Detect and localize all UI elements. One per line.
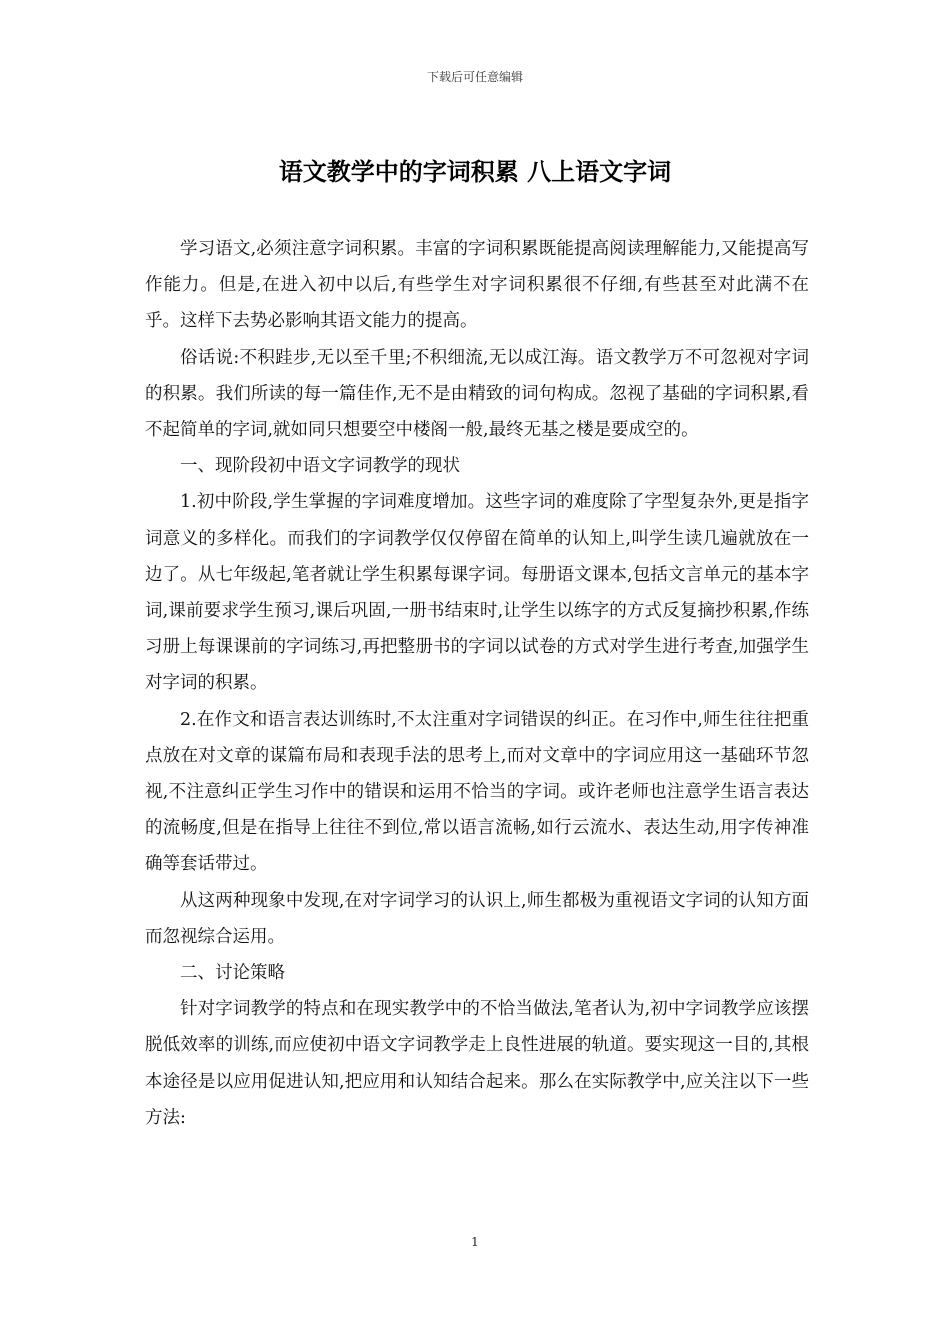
paragraph-point-1: 1.初中阶段,学生掌握的字词难度增加。这些字词的难度除了字型复杂外,更是指字词意义的多样化。而我们的字词教学仅仅停留在简单的认知上,叫学生读几遍就放在一边了。从七年级起,笔者就让学生积累每课字词。每册语文课本,包括文言单元的基本字词,课前要求学生预习,课后巩固,一册书结束时,让学生以练字的方式反复摘抄积累,作练习册上每课课前的字词练习,再把整册书的字词以试卷的方式对学生进行考查,加强学生对字词的积累。 [145, 492, 809, 694]
paragraph-summary: 从这两种现象中发现,在对字词学习的认识上,师生都极为重视语文字词的认知方面而忽视综合运用。 [145, 890, 809, 947]
header-note: 下载后可任意编辑 [426, 70, 523, 84]
paragraph-strategy: 针对字词教学的特点和在现实教学中的不恰当做法,笔者认为,初中字词教学应该摆脱低效率的训练,而应使初中语文字词教学走上良性进展的轨道。要实现这一目的,其根本途径是以应用促进认知,把应用和认知结合起来。那么在实际教学中,应关注以下一些方法: [145, 999, 809, 1128]
paragraph-intro: 学习语文,必须注意字词积累。丰富的字词积累既能提高阅读理解能力,又能提高写作能力。但是,在进入初中以后,有些学生对字词积累很不仔细,有些甚至对此满不在乎。这样下去势必影响其语文能力的提高。 [145, 239, 809, 332]
document-title: 语文教学中的字词积累 八上语文字词 [278, 158, 672, 186]
document-body [145, 231, 809, 1136]
section-heading-strategy: 二、讨论策略 [180, 963, 285, 984]
paragraph-proverb: 俗话说:不积跬步,无以至千里;不积细流,无以成江海。语文教学万不可忽视对字词的积累。我们所读的每一篇佳作,无不是由精致的词句构成。忽视了基础的字词积累,看不起简单的字词,就如同只想要空中楼阁一般,最终无基之楼是要成空的。 [145, 347, 809, 441]
paragraph-point-2: 2.在作文和语言表达训练时,不太注重对字词错误的纠正。在习作中,师生往往把重点放在对文章的谋篇布局和表现手法的思考上,而对文章中的字词应用这一基础环节忽视,不注意纠正学生习作中的错误和运用不恰当的字词。或许老师也注意学生语言表达的流畅度,但是在指导上往往不到位,常以语言流畅,如行云流水、表达生动,用字传神准确等套话带过。 [145, 709, 809, 875]
section-heading-status: 一、现阶段初中语文字词教学的现状 [180, 456, 460, 477]
page-number: 1 [471, 1235, 479, 1249]
